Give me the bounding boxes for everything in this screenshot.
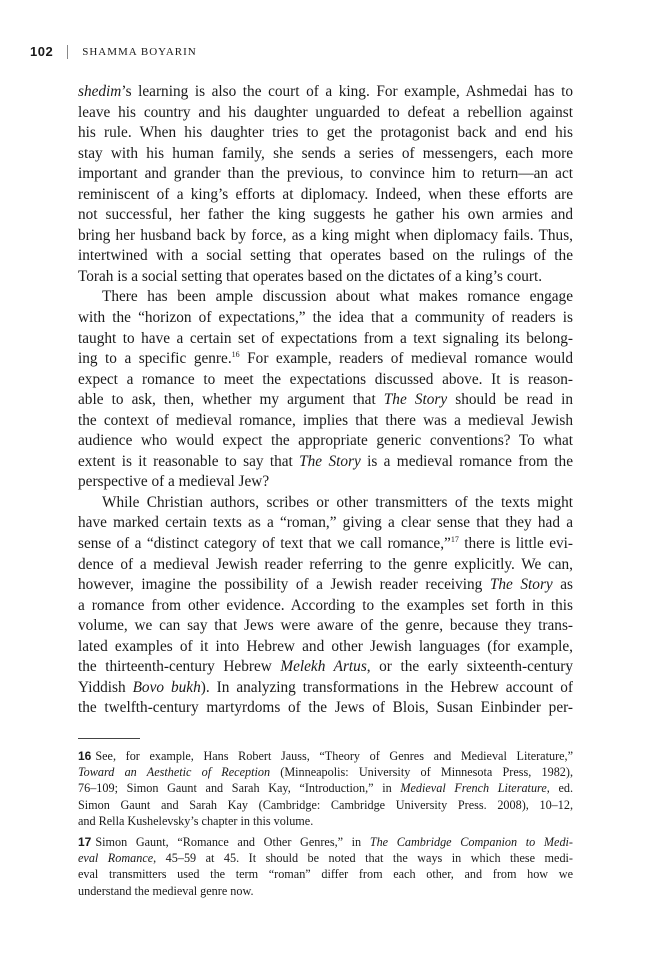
text-line: able to ask, then, whether my argument that The Story should be read in [78,391,573,409]
footnote-line: 76–109; Simon Gaunt and Sarah Kay, “Introduction,” in Medieval French Literature, ed. [78,781,574,796]
running-header [30,44,197,59]
text-line: shedim’s learning is also the court of a king. For example, Ashmedai has to [78,83,573,100]
text-line: leave his country and his daughter unguarded to defeat a rebellion against [78,103,573,121]
footnote-line: and Rella Kushelevsky’s chapter in this volume. [78,813,314,828]
text-line: extent is it reasonable to say that The Story is a medieval romance from the [78,452,573,470]
text-line: the twelfth-century martyrdoms of the Jews of Blois, Susan Einbinder per- [78,699,573,717]
paragraph-2 [78,287,573,492]
text-line: have marked certain texts as a “roman,” giving a clear sense that they had a [78,514,573,532]
footnote-line: Simon Gaunt and Sarah Kay (Cambridge: Cambridge University Press. 2008), 10–12, [78,797,573,812]
footnotes [78,748,573,899]
text-line: dence of a medieval Jewish reader referring to the genre explicitly. We can, [78,555,573,573]
footnote-ref-16[interactable]: 16 [231,350,240,360]
footnote-number: 17 [78,835,92,850]
text-line: While Christian authors, scribes or other transmitters of the texts might [102,493,573,511]
text-line: There has been ample discussion about what makes romance engage [102,288,573,306]
footnote-ref-17[interactable]: 17 [450,534,459,544]
footnote-line: eval Romance, 45–59 at 45. It should be noted that the ways in which these medi- [78,851,573,866]
text-line: not successful, her father the king suggests he gather his own armies and [78,206,573,224]
text-line: Torah is a social setting that operates based on the dictates of a king’s court. [78,267,543,285]
text-line: Yiddish Bovo bukh). In analyzing transformations in the Hebrew account of [78,678,573,696]
text-line: his rule. When his daughter tries to get the protagonist back and end his [78,124,573,142]
footnote-line: Toward an Aesthetic of Reception (Minneapolis: University of Minnesota Press, 1982), [78,765,573,780]
footnote-number: 16 [78,749,92,763]
text-line: important and grander than the previous, to convince him to return—an act [78,165,573,183]
footnote-rule [78,738,140,739]
paragraph-3 [78,493,573,719]
text-line: intertwined with a social setting that operates based on the rulings of the [78,247,573,265]
page-number: 102 [30,44,54,59]
footnote-line: eval transmitters used the term “roman” differ from each other, and from how we [78,867,573,882]
text-line: expect a romance to meet the expectations discussed above. It is reason- [78,370,573,388]
footnote-line: understand the medieval genre now. [78,883,254,898]
text-line: the context of medieval romance, implies that there was a medieval Jewish [78,411,573,429]
text-line: the thirteenth-century Hebrew Melekh Artus, or the early sixteenth-century [78,658,573,676]
footnote-16 [78,748,573,829]
text-line: with the “horizon of expectations,” the idea that a community of readers is [78,309,573,327]
footnote-17 [78,834,573,899]
footnote-line: 16 See, for example, Hans Robert Jauss, “Theory of Genres and Medieval Literature,” [78,749,573,763]
paragraph-1 [78,82,573,287]
text-line: ing to a specific genre.$^{16}$ For example, readers of medieval romance would [78,350,573,368]
text-line: however, imagine the possibility of a Jewish reader receiving The Story as [78,576,573,594]
text-line: reminiscent of a king’s efforts at diplomacy. Indeed, when these efforts are [78,185,573,203]
text-line: a romance from other evidence. According to the examples set forth in this [78,596,573,614]
text-line: bring her husband back by force, as a king might when diplomacy fails. Thus, [78,226,573,244]
text-line: lated examples of it into Hebrew and other Jewish languages (for example, [78,637,573,655]
text-line: volume, we can say that Jews were aware of the genre, because they trans- [78,617,573,635]
text-line: sense of a “distinct category of text that we call romance,”$^{17}$ there is little evi- [78,534,573,553]
footnote-line: 17 Simon Gaunt, “Romance and Other Genres,” in The Cambridge Companion to Medi- [78,835,573,850]
text-line: stay with his human family, she sends a series of messengers, each more [78,144,573,162]
text-line: audience who would expect the appropriate generic conventions? To what [78,432,573,450]
body-text [78,82,573,719]
running-head-author: SHAMMA BOYARIN [82,45,197,58]
text-line: perspective of a medieval Jew? [78,473,270,491]
text-line: taught to have a certain set of expectations from a text signaling its belong- [78,329,573,347]
header-divider [67,45,68,59]
